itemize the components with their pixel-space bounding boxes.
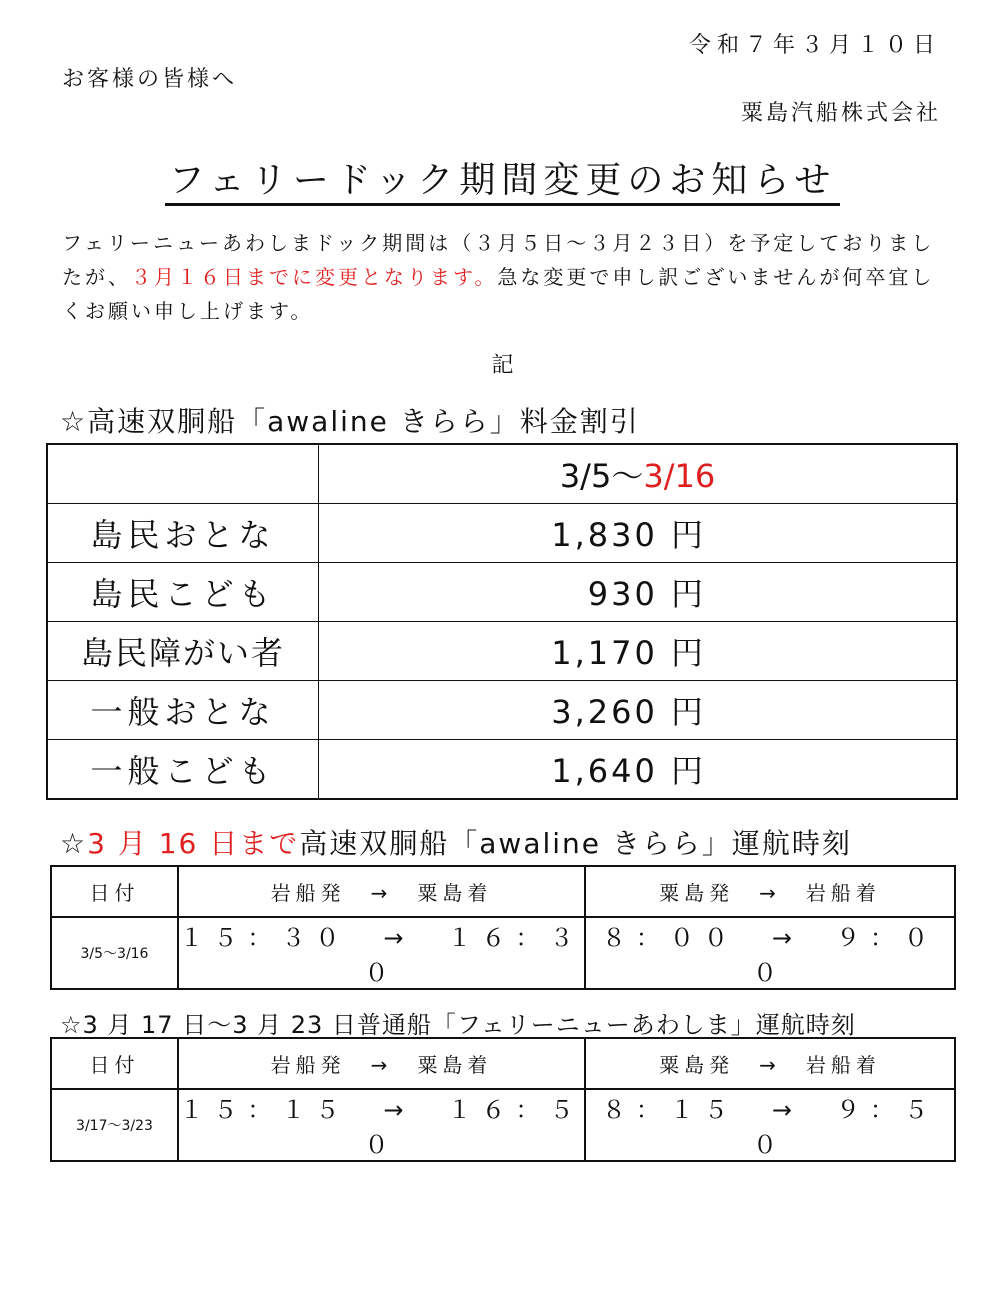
return-time: ８：００ → ９：００ [585,917,955,989]
fare-section-heading: ☆高速双胴船「awaline きらら」料金割引 [60,405,640,438]
schedule1-header-row [51,866,955,917]
schedule2-header-row [51,1038,955,1089]
notice-title: フェリードック期間変更のお知らせ [165,160,841,206]
fare-label: 島民こども [47,563,319,622]
schedule2-heading: ☆3 月 17 日～3 月 23 日普通船「フェリーニューあわしま」運航時刻 [60,1011,856,1039]
fare-value: 1,830 円 [319,504,958,563]
schedule1-table [50,865,956,990]
fare-label: 島民おとな [47,504,319,563]
notice-body [62,226,946,328]
schedule-date: 3/17～3/23 [51,1089,178,1161]
col-date: 日付 [51,1038,178,1089]
schedule-date: 3/5～3/16 [51,917,178,989]
col-outbound: 岩船発 → 粟島着 [178,1038,585,1089]
fare-row [47,740,957,800]
schedule2-table [50,1037,956,1162]
fare-value: 930 円 [319,563,958,622]
body-highlight: ３月１６日までに変更となります。 [131,265,498,289]
fare-row [47,622,957,681]
fare-period-end: 3/16 [643,457,716,495]
fare-label: 島民障がい者 [47,622,319,681]
fare-row [47,681,957,740]
return-time: ８：１５ → ９：５０ [585,1089,955,1161]
schedule1-heading-red: 3 月 16 日まで [87,827,300,860]
schedule1-heading-star: ☆ [60,827,88,860]
fare-row [47,504,957,563]
fare-value: 1,640 円 [319,740,958,800]
ki-mark: 記 [491,353,514,378]
outbound-time: １５：１５ → １６：５０ [178,1089,585,1161]
col-outbound: 岩船発 → 粟島着 [178,866,585,917]
outbound-time: １５：３０ → １６：３０ [178,917,585,989]
fare-value: 1,170 円 [319,622,958,681]
schedule1-heading-rest: 高速双胴船「awaline きらら」運航時刻 [299,827,852,860]
col-return: 粟島発 → 岩船着 [585,866,955,917]
notice-title-wrap [0,152,1005,203]
notice-date: 令和７年３月１０日 [688,33,941,58]
fare-table [46,443,958,800]
recipient-line: お客様の皆様へ [62,67,238,92]
col-return: 粟島発 → 岩船着 [585,1038,955,1089]
fare-period [319,444,958,504]
fare-header-row [47,444,957,504]
fare-header-empty [47,444,319,504]
body-part1: フェリーニューあわしまドック期間は（３月５日～３月２３日）を予定しておりましたが、 [62,231,935,289]
fare-row [47,563,957,622]
body-part2: 急な変更で申し訳ございませんが何卒宜しくお願い申し上げます。 [62,265,935,323]
fare-label: 一般おとな [47,681,319,740]
fare-period-start: 3/5～ [559,457,644,495]
schedule1-heading [60,822,852,862]
schedule2-data-row [51,1089,955,1161]
schedule1-data-row [51,917,955,989]
fare-label: 一般こども [47,740,319,800]
col-date: 日付 [51,866,178,917]
fare-value: 3,260 円 [319,681,958,740]
company-name: 粟島汽船株式会社 [740,101,941,126]
